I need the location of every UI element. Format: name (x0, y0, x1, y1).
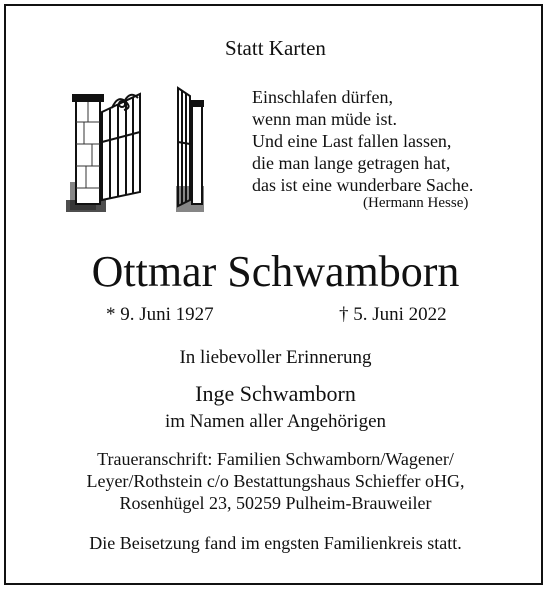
poem-line: wenn man müde ist. (252, 109, 397, 129)
memory-text: In liebevoller Erinnerung (179, 347, 372, 368)
survivor-name: Inge Schwamborn (195, 381, 356, 406)
survivor-subtitle: im Namen aller Angehörigen (164, 411, 387, 432)
address-line: Leyer/Rothstein c/o Bestattungshaus Schieffer oHG, (86, 471, 465, 491)
address-line: Traueranschrift: Familien Schwamborn/Wagener/ (97, 449, 454, 469)
poem-line: Einschlafen dürfen, (252, 87, 393, 107)
closing-note: Die Beisetzung fand im engsten Familienkreis statt. (89, 533, 462, 553)
address-line: Rosenhügel 23, 50259 Pulheim-Brauweiler (119, 493, 432, 513)
birth-date: * 9. Juni 1927 (106, 304, 214, 325)
poem-line: die man lange getragen hat, (252, 153, 451, 173)
poem-line: das ist eine wunderbare Sache. (252, 175, 474, 195)
mourning-address (6, 448, 545, 514)
poem-author: (Hermann Hesse) (363, 195, 469, 211)
poem-line: Und eine Last fallen lassen, (252, 131, 452, 151)
obituary-notice (4, 4, 543, 585)
header-statt-karten: Statt Karten (225, 36, 326, 60)
poem (252, 86, 473, 196)
death-date: † 5. Juni 2022 (339, 304, 447, 325)
garden-gate-icon (66, 82, 206, 214)
deceased-name: Ottmar Schwamborn (91, 247, 460, 296)
